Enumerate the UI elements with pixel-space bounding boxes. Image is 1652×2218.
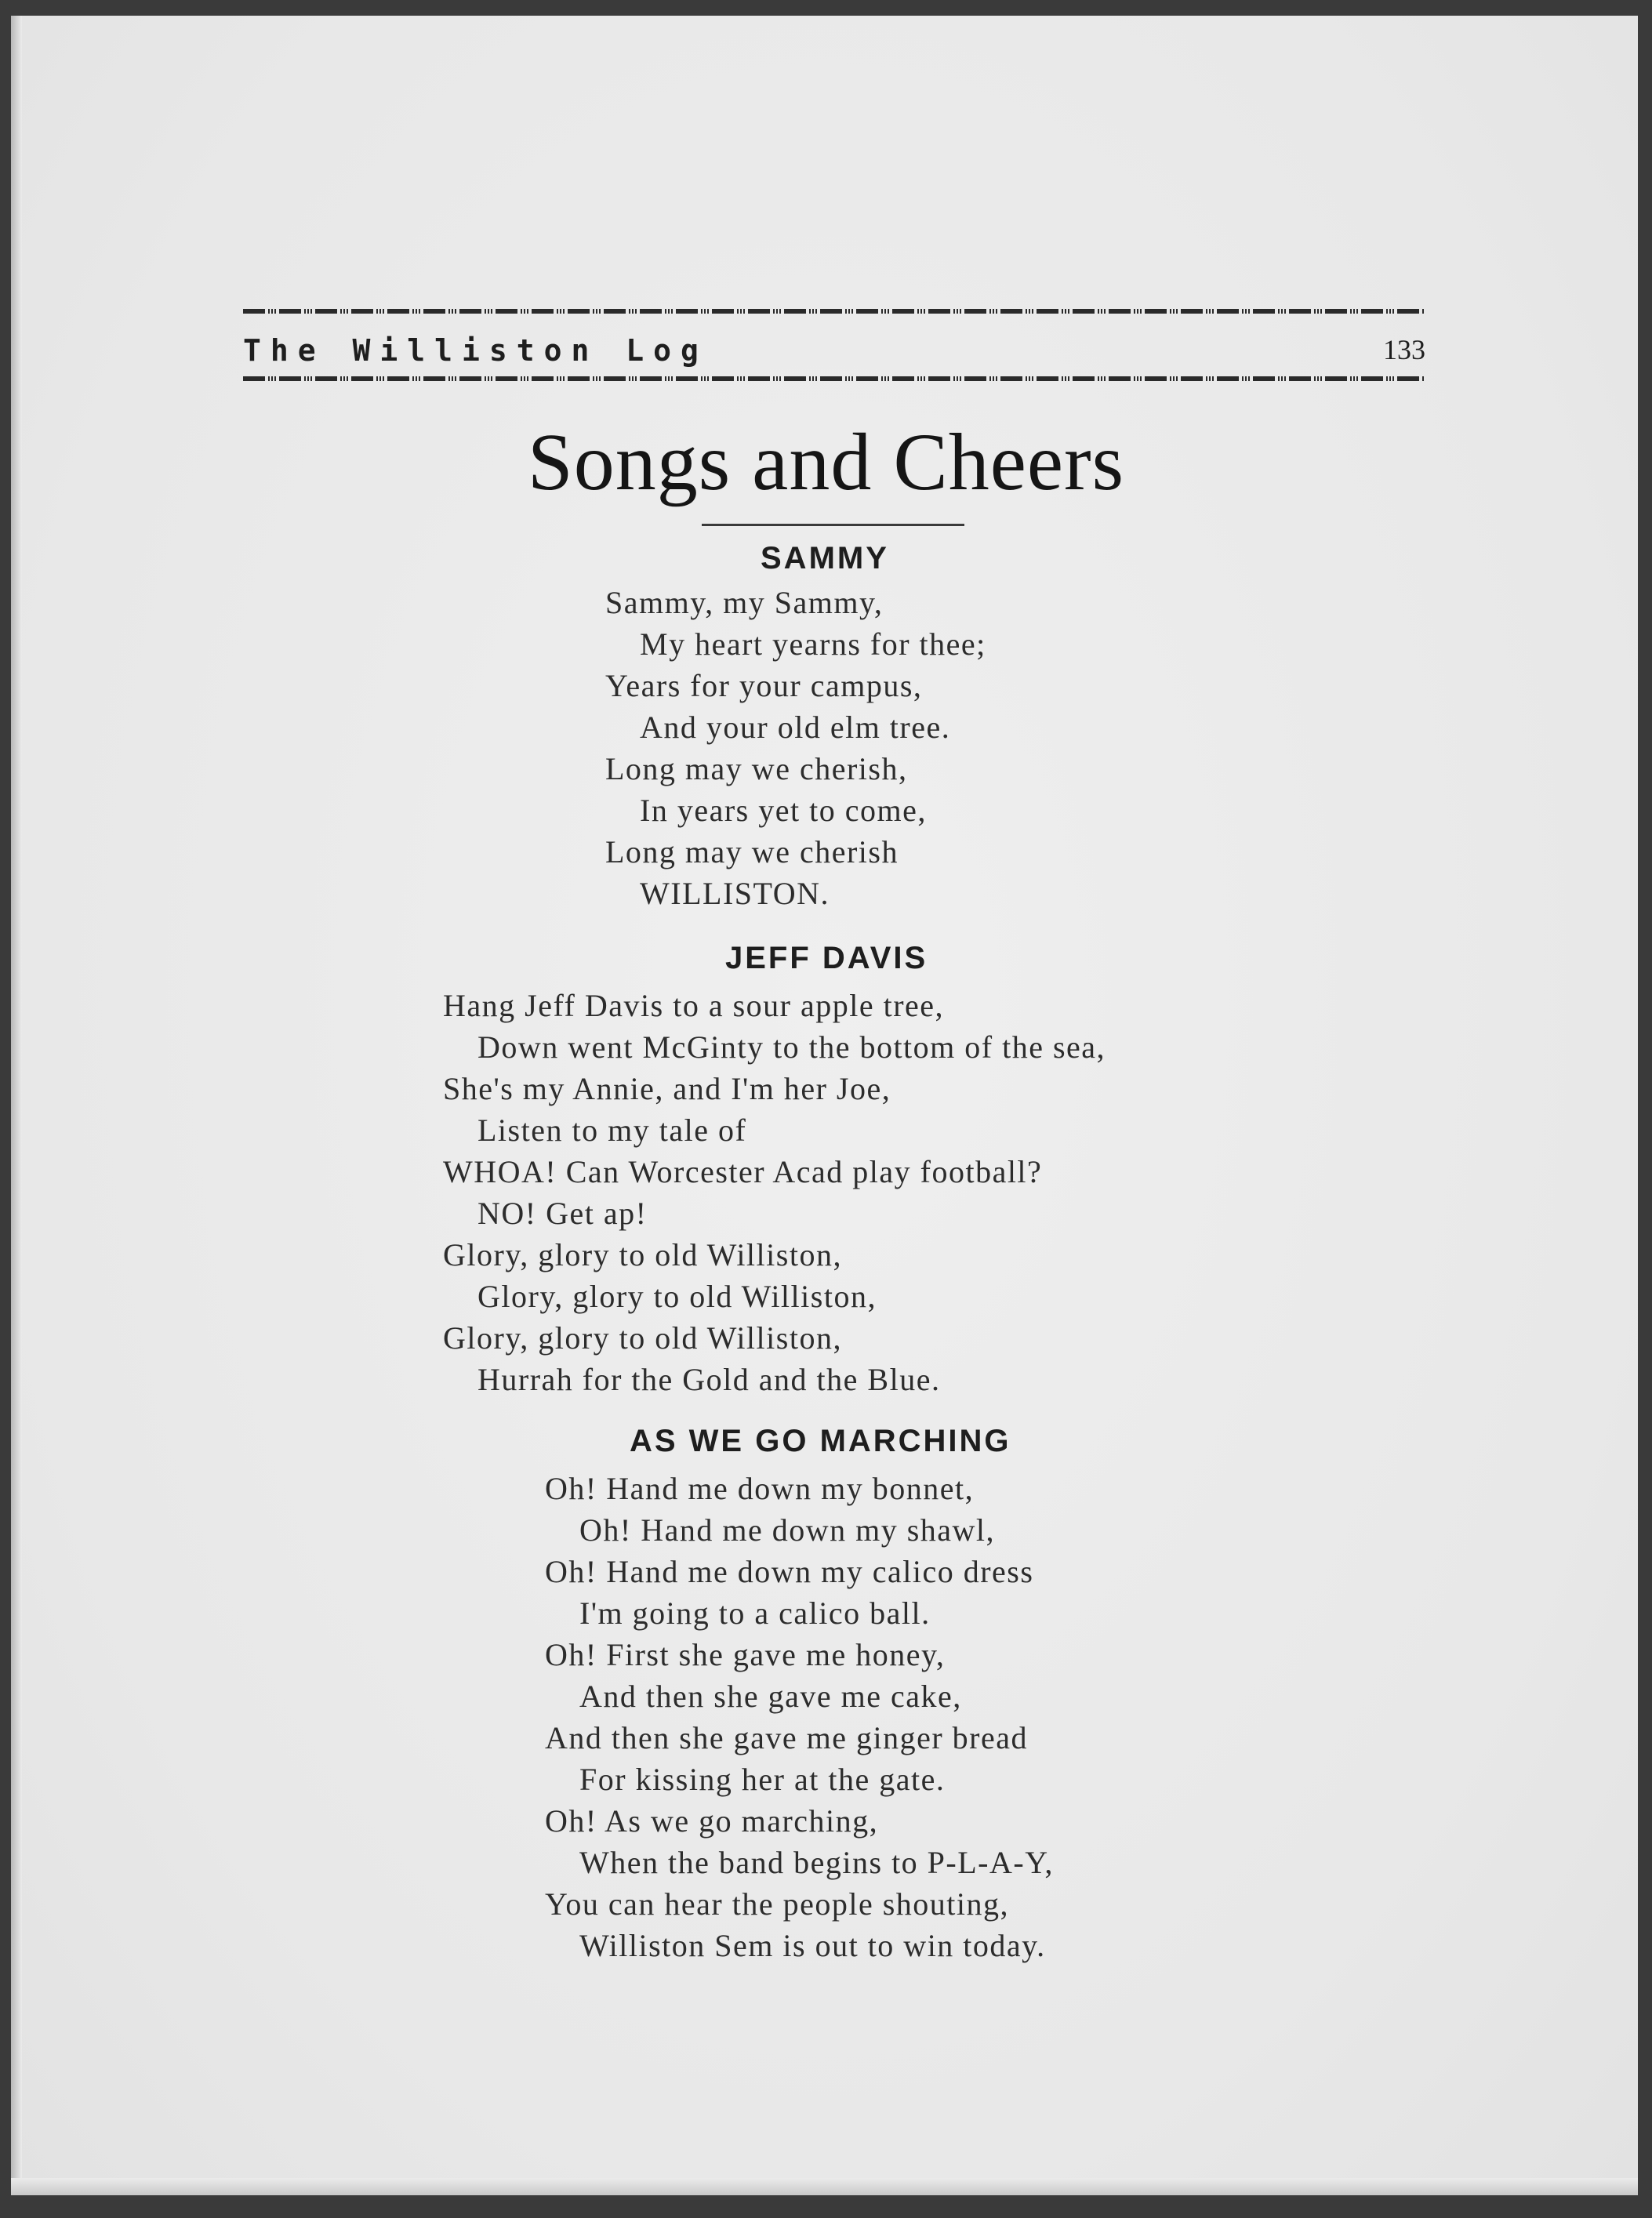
verse-line: And then she gave me ginger bread	[545, 1720, 1028, 1755]
header-rule-bottom	[243, 376, 1425, 381]
verse-line: NO! Get ap!	[477, 1196, 648, 1231]
verse-line: My heart yearns for thee;	[640, 626, 986, 662]
verse-line: For kissing her at the gate.	[579, 1762, 946, 1797]
running-head	[243, 333, 1425, 372]
verse-line: WILLISTON.	[640, 876, 830, 911]
song-verse-jeff-davis	[443, 985, 1106, 1400]
verse-line: She's my Annie, and I'm her Joe,	[443, 1071, 891, 1106]
page-bottom-edge	[11, 2178, 1638, 2195]
verse-line: Oh! Hand me down my bonnet,	[545, 1471, 975, 1506]
verse-line: In years yet to come,	[640, 793, 927, 828]
header-rule-top	[243, 309, 1425, 314]
verse-line: Sammy, my Sammy,	[605, 585, 884, 620]
verse-line: Williston Sem is out to win today.	[579, 1928, 1046, 1963]
verse-line: And then she gave me cake,	[579, 1679, 962, 1714]
song-heading-sammy: SAMMY	[761, 541, 889, 575]
verse-line: I'm going to a calico ball.	[579, 1595, 931, 1631]
verse-line: Long may we cherish,	[605, 751, 908, 786]
verse-line: WHOA! Can Worcester Acad play football?	[443, 1154, 1043, 1189]
verse-line: Hurrah for the Gold and the Blue.	[477, 1362, 941, 1397]
song-heading-jeff-davis: JEFF DAVIS	[725, 941, 928, 975]
song-heading-as-we-go-marching: AS WE GO MARCHING	[630, 1424, 1011, 1458]
title-underline	[702, 524, 964, 526]
verse-line: Listen to my tale of	[477, 1113, 747, 1148]
page-number: 133	[1383, 334, 1425, 365]
verse-line: You can hear the people shouting,	[545, 1886, 1009, 1922]
song-verse-as-we-go-marching	[545, 1468, 1054, 1966]
page-title: Songs and Cheers	[527, 417, 1125, 507]
verse-line: Oh! As we go marching,	[545, 1803, 879, 1839]
verse-line: Long may we cherish	[605, 834, 899, 869]
verse-line: And your old elm tree.	[640, 710, 951, 745]
running-title: The Williston Log	[243, 333, 708, 368]
verse-line: Years for your campus,	[605, 668, 923, 703]
verse-line: Glory, glory to old Williston,	[443, 1237, 842, 1272]
page-gutter-shadow	[11, 16, 22, 2195]
verse-line: Hang Jeff Davis to a sour apple tree,	[443, 988, 945, 1023]
verse-line: Oh! Hand me down my calico dress	[545, 1554, 1034, 1589]
verse-line: Down went McGinty to the bottom of the sea,	[477, 1029, 1106, 1065]
verse-line: Glory, glory to old Williston,	[477, 1279, 877, 1314]
song-verse-sammy	[605, 582, 986, 914]
verse-line: Oh! First she gave me honey,	[545, 1637, 946, 1672]
verse-line: Glory, glory to old Williston,	[443, 1320, 842, 1356]
verse-line: Oh! Hand me down my shawl,	[579, 1512, 996, 1548]
verse-line: When the band begins to P-L-A-Y,	[579, 1845, 1054, 1880]
